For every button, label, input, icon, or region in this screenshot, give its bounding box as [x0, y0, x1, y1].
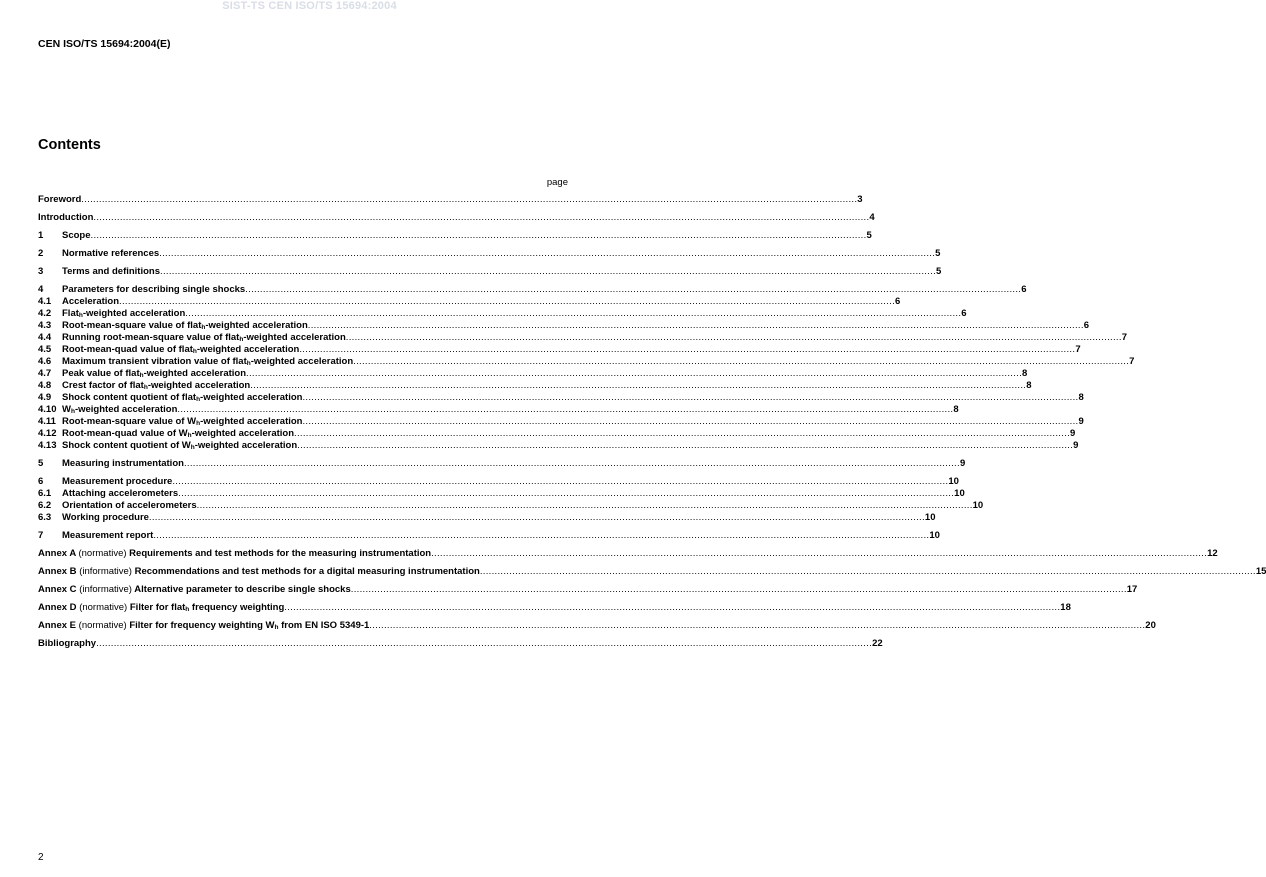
annex-title — [38, 566, 480, 578]
section-title: Normative references — [62, 248, 160, 259]
dot-leader — [185, 308, 961, 320]
dot-leader — [153, 530, 929, 542]
section-title: Acceleration — [62, 296, 120, 307]
section-number: 4.12 — [38, 428, 57, 439]
section-number: 4.6 — [38, 356, 52, 367]
section-title — [62, 404, 177, 416]
page-ref: 22 — [872, 638, 883, 649]
section-title: Orientation of accelerometers — [62, 500, 197, 511]
toc-entry[interactable] — [38, 356, 1135, 368]
section-title: Working procedure — [62, 512, 149, 523]
section-title — [62, 428, 294, 440]
title-text: -weighted acceleration — [82, 308, 186, 319]
toc-bibliography[interactable] — [38, 638, 883, 650]
title-text: Root-mean-square value of flat — [62, 320, 202, 331]
dot-leader — [93, 212, 869, 224]
toc-entry[interactable] — [38, 512, 936, 524]
section-title: Measuring instrumentation — [62, 458, 184, 469]
toc-entry[interactable] — [38, 212, 875, 224]
title-text: Filter for frequency weighting W — [129, 620, 275, 631]
dot-leader — [294, 428, 1070, 440]
section-title — [62, 440, 297, 452]
toc-entry[interactable] — [38, 380, 1032, 392]
toc-annex-entry[interactable] — [38, 584, 1138, 596]
section-number: 4.7 — [38, 368, 52, 379]
page-ref: 10 — [972, 500, 984, 511]
toc-entry[interactable] — [38, 296, 901, 308]
toc-entry[interactable] — [38, 488, 965, 500]
annex-kind: (informative) — [79, 584, 132, 595]
toc-entry[interactable] — [38, 530, 940, 542]
toc-entry[interactable] — [38, 440, 1079, 452]
annex-kind: (normative) — [79, 602, 128, 613]
subscript: h — [196, 396, 201, 403]
annex-label: Annex D — [38, 602, 77, 613]
annex-kind: (informative) — [79, 566, 132, 577]
subscript: h — [192, 348, 197, 355]
subscript: h — [143, 384, 148, 391]
section-number: 4.1 — [38, 296, 52, 307]
section-number: 6 — [38, 476, 44, 487]
title-text: -weighted acceleration — [143, 368, 247, 379]
section-number: 4.9 — [38, 392, 52, 403]
section-title: Measurement procedure — [62, 476, 173, 487]
dot-leader — [353, 356, 1129, 368]
title-text: Root-mean-quad value of W — [62, 428, 188, 439]
annex-label: Annex C — [38, 584, 77, 595]
section-number: 5 — [38, 458, 44, 469]
dot-leader — [284, 602, 1060, 614]
section-number: 4.2 — [38, 308, 52, 319]
section-number: 4.11 — [38, 416, 56, 427]
subscript: h — [70, 408, 75, 415]
annex-kind: (normative) — [78, 548, 127, 559]
annex-title — [38, 584, 351, 596]
page-column-label: page — [546, 177, 568, 188]
section-number: 3 — [38, 266, 44, 277]
section-number: 6.2 — [38, 500, 52, 511]
page-ref: 5 — [936, 266, 942, 277]
annex-label: Annex E — [38, 620, 77, 631]
dot-leader — [297, 440, 1073, 452]
page-ref: 7 — [1129, 356, 1135, 367]
title-text: -weighted acceleration — [243, 332, 346, 343]
section-title: Terms and definitions — [62, 266, 161, 277]
toc-entry[interactable] — [38, 248, 941, 260]
bibliography-title: Bibliography — [38, 638, 97, 649]
dot-leader — [302, 392, 1078, 404]
section-number: 4.3 — [38, 320, 52, 331]
section-number: 4.4 — [38, 332, 52, 343]
section-number: 4.5 — [38, 344, 52, 355]
page-ref: 20 — [1145, 620, 1156, 631]
toc-entry[interactable] — [38, 308, 967, 320]
toc-annex-entry[interactable] — [38, 602, 1071, 614]
title-text: Shock content quotient of W — [62, 440, 191, 451]
dot-leader — [178, 488, 954, 500]
toc-annex-entry[interactable] — [38, 566, 1266, 578]
title-text: from EN ISO 5349-1 — [278, 620, 370, 631]
dot-leader — [302, 416, 1078, 428]
page-ref: 7 — [1075, 344, 1081, 355]
toc-entry[interactable] — [38, 428, 1076, 440]
toc-entry[interactable] — [38, 416, 1084, 428]
title-text: Filter for flat — [129, 602, 186, 613]
page-ref: 6 — [961, 308, 967, 319]
toc-entry[interactable] — [38, 500, 984, 512]
annex-title-text — [129, 620, 369, 631]
page-ref: 8 — [1026, 380, 1032, 391]
page-ref: 9 — [959, 458, 966, 469]
page-ref: 9 — [1078, 416, 1084, 427]
annex-title — [38, 548, 431, 560]
title-text: frequency weighting — [189, 602, 285, 613]
subscript: h — [239, 336, 244, 343]
title-text: W — [62, 404, 71, 415]
subscript: h — [196, 420, 201, 427]
annex-title-text — [130, 602, 284, 613]
toc-entry[interactable] — [38, 368, 1028, 380]
dot-leader — [431, 548, 1207, 560]
toc-entry[interactable] — [38, 284, 1027, 296]
dot-leader — [299, 344, 1075, 356]
subscript: h — [78, 312, 83, 319]
annex-title — [38, 602, 284, 614]
dot-leader — [172, 476, 948, 488]
toc-annex-entry[interactable] — [38, 620, 1156, 632]
toc-entry[interactable] — [38, 392, 1084, 404]
toc-entry[interactable] — [38, 194, 863, 206]
page-ref: 7 — [1121, 332, 1128, 343]
section-number: 7 — [38, 530, 44, 541]
title-text: Flat — [62, 308, 79, 319]
title-text: -weighted acceleration — [191, 428, 295, 439]
section-title — [62, 320, 308, 332]
subscript: h — [190, 444, 195, 451]
dot-leader — [159, 248, 935, 260]
annex-label: Annex A — [38, 548, 76, 559]
toc-entry[interactable] — [38, 332, 1128, 344]
title-text: Maximum transient vibration value of flat — [62, 356, 247, 367]
page-ref: 6 — [1021, 284, 1027, 295]
section-number: 4.10 — [38, 404, 57, 415]
subscript: h — [246, 360, 251, 367]
title-text: -weighted acceleration — [205, 320, 308, 331]
page-ref: 5 — [935, 248, 941, 259]
title-text: Crest factor of flat — [62, 380, 144, 391]
title-text: Running root-mean-square value of flat — [62, 332, 240, 343]
page-number: 2 — [38, 852, 44, 863]
subscript: h — [187, 432, 192, 439]
title-text: Root-mean-quad value of flat — [62, 344, 193, 355]
annex-title — [38, 620, 369, 632]
title-text: -weighted acceleration — [200, 392, 303, 403]
page-ref: 6 — [895, 296, 901, 307]
title-text: -weighted acceleration — [74, 404, 178, 415]
subscript: h — [139, 372, 144, 379]
toc-entry[interactable] — [38, 266, 942, 278]
toc-entry[interactable] — [38, 320, 1090, 332]
toc-annex-entry[interactable] — [38, 548, 1218, 560]
section-title — [62, 416, 302, 428]
dot-leader — [197, 500, 973, 512]
section-number: 6.1 — [38, 488, 52, 499]
page-ref: 17 — [1126, 584, 1138, 595]
toc-entry[interactable] — [38, 476, 959, 488]
toc-entry[interactable] — [38, 458, 966, 470]
title-text: -weighted acceleration — [250, 356, 354, 367]
dot-leader — [308, 320, 1084, 332]
dot-leader — [346, 332, 1122, 344]
subscript: h — [185, 606, 190, 613]
section-title — [62, 308, 185, 320]
page-ref: 9 — [1073, 440, 1079, 451]
dot-leader — [177, 404, 953, 416]
dot-leader — [245, 284, 1021, 296]
section-title: Foreword — [38, 194, 82, 205]
section-number: 6.3 — [38, 512, 52, 523]
page-ref: 8 — [1078, 392, 1084, 403]
annex-title-text: Requirements and test methods for the measuring instrumentation — [129, 548, 432, 559]
section-title — [62, 368, 246, 380]
annex-title-text: Alternative parameter to describe single shocks — [134, 584, 351, 595]
dot-leader — [81, 194, 857, 206]
title-text: Shock content quotient of flat — [62, 392, 197, 403]
page-ref: 12 — [1207, 548, 1218, 559]
section-title: Introduction — [38, 212, 94, 223]
section-number: 4.13 — [38, 440, 57, 451]
section-title — [62, 332, 346, 344]
dot-leader — [250, 380, 1026, 392]
page-ref: 3 — [857, 194, 863, 205]
title-text: -weighted acceleration — [147, 380, 251, 391]
title-text: Root-mean-square value of W — [62, 416, 197, 427]
page-ref: 8 — [1022, 368, 1028, 379]
dot-leader — [480, 566, 1256, 578]
document-id: CEN ISO/TS 15694:2004(E) — [38, 38, 171, 50]
title-text: Peak value of flat — [62, 368, 140, 379]
dot-leader — [246, 368, 1022, 380]
page-ref: 18 — [1060, 602, 1071, 613]
toc-entry[interactable] — [38, 404, 959, 416]
page-ref: 10 — [924, 512, 936, 523]
dot-leader — [119, 296, 895, 308]
annex-kind: (normative) — [78, 620, 127, 631]
section-number: 1 — [38, 230, 44, 241]
section-title: Measurement report — [62, 530, 154, 541]
section-number: 4 — [38, 284, 44, 295]
title-text: -weighted acceleration — [200, 416, 303, 427]
dot-leader — [96, 638, 872, 650]
section-number: 4.8 — [38, 380, 52, 391]
page-ref: 10 — [954, 488, 965, 499]
dot-leader — [351, 584, 1127, 596]
section-title: Parameters for describing single shocks — [62, 284, 246, 295]
page-ref: 10 — [948, 476, 959, 487]
toc-entry[interactable] — [38, 230, 872, 242]
dot-leader — [149, 512, 925, 524]
annex-label: Annex B — [38, 566, 77, 577]
toc-entry[interactable] — [38, 344, 1081, 356]
page-ref: 6 — [1083, 320, 1090, 331]
page-ref: 9 — [1070, 428, 1076, 439]
section-title — [62, 344, 299, 356]
page-ref: 10 — [929, 530, 940, 541]
page-ref: 5 — [866, 230, 872, 241]
dot-leader — [369, 620, 1145, 632]
section-title: Scope — [62, 230, 91, 241]
subscript: h — [274, 624, 279, 631]
contents-heading: Contents — [38, 137, 101, 153]
section-title: Attaching accelerometers — [62, 488, 179, 499]
title-text: -weighted acceleration — [196, 344, 300, 355]
annex-title-text: Recommendations and test methods for a digital measuring instrumentation — [134, 566, 480, 577]
page-ref: 15 — [1255, 566, 1266, 577]
page-ref: 4 — [869, 212, 875, 223]
dot-leader — [160, 266, 936, 278]
page-ref: 8 — [953, 404, 959, 415]
title-text: -weighted acceleration — [194, 440, 298, 451]
subscript: h — [201, 324, 206, 331]
section-title — [62, 380, 250, 392]
table-of-contents — [38, 194, 1266, 650]
section-title — [62, 392, 302, 404]
dot-leader — [91, 230, 867, 242]
section-number: 2 — [38, 248, 44, 259]
dot-leader — [184, 458, 960, 470]
watermark: SIST-TS CEN ISO/TS 15694:2004 — [222, 0, 397, 12]
section-title — [62, 356, 353, 368]
